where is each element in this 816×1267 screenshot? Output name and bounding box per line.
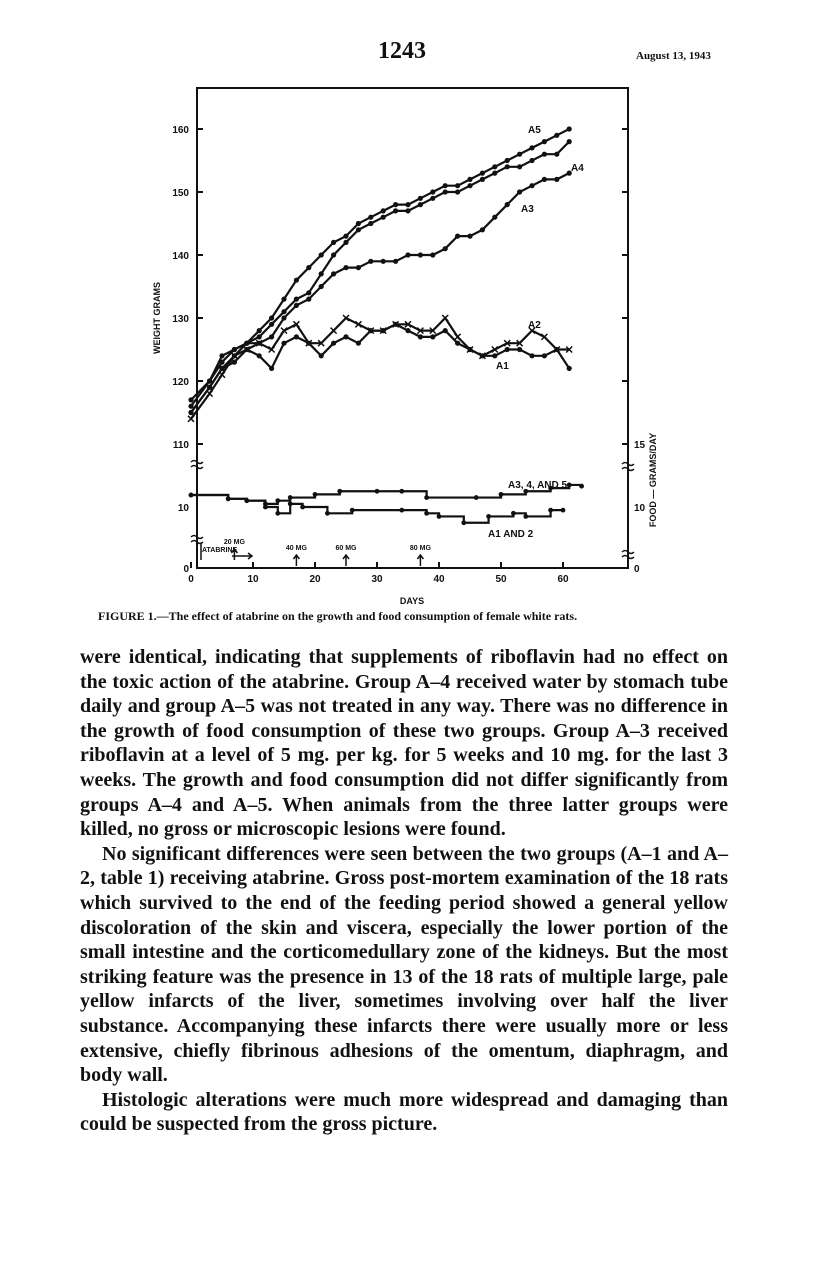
food-point bbox=[350, 508, 355, 513]
y-axis-title: WEIGHT GRAMS bbox=[152, 282, 162, 354]
dose-label: 60 MG bbox=[335, 545, 357, 552]
food-point bbox=[424, 495, 429, 500]
data-point bbox=[219, 353, 224, 358]
data-point bbox=[554, 133, 559, 138]
data-point bbox=[306, 341, 311, 346]
data-point bbox=[492, 164, 497, 169]
data-point bbox=[319, 271, 324, 276]
data-point bbox=[306, 290, 311, 295]
data-point bbox=[294, 297, 299, 302]
page-number: 1243 bbox=[378, 38, 426, 64]
series-label: A2 bbox=[528, 320, 541, 331]
series-label: A4 bbox=[571, 163, 584, 174]
data-point bbox=[418, 252, 423, 257]
data-point bbox=[505, 164, 510, 169]
food-tick-label: 15 bbox=[634, 440, 646, 451]
data-point bbox=[405, 328, 410, 333]
data-point bbox=[188, 416, 194, 422]
food-point bbox=[424, 511, 429, 516]
data-point bbox=[368, 221, 373, 226]
data-point bbox=[430, 189, 435, 194]
data-point bbox=[467, 234, 472, 239]
data-point bbox=[381, 259, 386, 264]
food-point bbox=[567, 483, 572, 488]
data-point bbox=[443, 246, 448, 251]
y-tick-label: 140 bbox=[172, 251, 189, 262]
data-point bbox=[319, 252, 324, 257]
data-point bbox=[542, 353, 547, 358]
data-point bbox=[188, 397, 193, 402]
paragraph: were identical, indicating that supplements of riboflavin had no effect on the toxic action of the atabrine. Group A–4 received water by stomach tube daily and group A–5 was not treated in any way. There was no difference in the growth of food consumption of these two groups. Group A–3 received riboflavin at a level of 5 mg. per kg. for 5 weeks and 10 mg. for the last 3 weeks. The growth and food consumption did not differ significantly from groups A–4 and A–5. When animals from the three latter groups were killed, no gross or microscopic lesions were found. bbox=[80, 646, 728, 841]
data-point bbox=[232, 360, 237, 365]
data-point bbox=[505, 347, 510, 352]
series-line-a5 bbox=[191, 129, 569, 400]
data-point bbox=[257, 353, 262, 358]
x-tick-label: 20 bbox=[309, 574, 321, 585]
food-point bbox=[375, 489, 380, 494]
data-point bbox=[455, 234, 460, 239]
food-point bbox=[263, 505, 268, 510]
y-tick-label: 120 bbox=[172, 377, 189, 388]
data-point bbox=[207, 385, 212, 390]
data-point bbox=[393, 208, 398, 213]
figure-caption: FIGURE 1.—The effect of atabrine on the growth and food consumption of female white rats. bbox=[98, 609, 578, 623]
series-label: A3 bbox=[521, 204, 534, 215]
data-point bbox=[257, 328, 262, 333]
data-point bbox=[356, 265, 361, 270]
data-point bbox=[331, 252, 336, 257]
data-point bbox=[418, 202, 423, 207]
data-point bbox=[529, 145, 534, 150]
data-point bbox=[455, 189, 460, 194]
food-point bbox=[275, 511, 280, 516]
data-point bbox=[567, 139, 572, 144]
data-point bbox=[319, 284, 324, 289]
x-tick-label: 30 bbox=[371, 574, 383, 585]
data-point bbox=[430, 334, 435, 339]
food-point bbox=[313, 492, 318, 497]
food-tick-label: 0 bbox=[634, 564, 640, 575]
data-point bbox=[294, 334, 299, 339]
data-point bbox=[467, 183, 472, 188]
dose-label: 80 MG bbox=[409, 545, 431, 552]
data-point bbox=[368, 215, 373, 220]
data-point bbox=[529, 158, 534, 163]
data-point bbox=[480, 177, 485, 182]
data-point bbox=[257, 334, 262, 339]
food-point bbox=[437, 514, 442, 519]
food-point bbox=[461, 520, 466, 525]
data-point bbox=[294, 303, 299, 308]
food-series-label: A3, 4, AND 5 bbox=[508, 480, 568, 491]
data-point bbox=[368, 328, 373, 333]
data-point bbox=[306, 265, 311, 270]
data-point bbox=[294, 278, 299, 283]
food-point bbox=[325, 511, 330, 516]
data-point bbox=[480, 353, 485, 358]
food-point bbox=[486, 514, 491, 519]
data-point bbox=[529, 353, 534, 358]
food-point bbox=[499, 492, 504, 497]
y-tick-label: 0 bbox=[183, 564, 189, 575]
x-axis-title: DAYS bbox=[399, 596, 425, 605]
data-point bbox=[343, 265, 348, 270]
data-point bbox=[517, 347, 522, 352]
y-tick-label: 110 bbox=[172, 440, 189, 451]
data-point bbox=[492, 215, 497, 220]
data-point bbox=[188, 410, 193, 415]
data-point bbox=[517, 164, 522, 169]
data-point bbox=[405, 208, 410, 213]
data-point bbox=[219, 366, 224, 371]
data-point bbox=[281, 315, 286, 320]
data-point bbox=[281, 309, 286, 314]
food-point bbox=[275, 498, 280, 503]
data-point bbox=[393, 322, 398, 327]
data-point bbox=[567, 366, 572, 371]
y-tick-label: 10 bbox=[177, 503, 189, 514]
data-point bbox=[467, 347, 472, 352]
x-tick-label: 40 bbox=[433, 574, 445, 585]
data-point bbox=[492, 353, 497, 358]
food-point bbox=[474, 495, 479, 500]
data-point bbox=[393, 259, 398, 264]
data-point bbox=[368, 259, 373, 264]
series-label: A1 bbox=[496, 361, 509, 372]
dose-arrow bbox=[343, 555, 349, 566]
data-point bbox=[405, 252, 410, 257]
data-point bbox=[505, 158, 510, 163]
data-point bbox=[455, 334, 461, 340]
data-point bbox=[331, 240, 336, 245]
data-point bbox=[443, 183, 448, 188]
x-tick-label: 50 bbox=[495, 574, 507, 585]
data-point bbox=[188, 404, 193, 409]
data-point bbox=[343, 234, 348, 239]
data-point bbox=[554, 347, 559, 352]
data-point bbox=[405, 202, 410, 207]
paragraph: Histologic alterations were much more widespread and damaging than could be suspected from the gross picture. bbox=[80, 1088, 728, 1136]
x-tick-label: 60 bbox=[557, 574, 569, 585]
data-point bbox=[343, 334, 348, 339]
y-axis-title-right: FOOD — GRAMS/DAY bbox=[648, 432, 658, 528]
series-line-a1 bbox=[191, 324, 569, 412]
food-point bbox=[548, 508, 553, 513]
data-point bbox=[542, 177, 547, 182]
food-point bbox=[189, 493, 194, 498]
dose-label: 20 MG bbox=[223, 539, 245, 546]
food-point bbox=[337, 489, 342, 494]
food-point bbox=[300, 505, 305, 510]
x-tick-label: 10 bbox=[247, 574, 259, 585]
food-point bbox=[579, 484, 584, 489]
data-point bbox=[232, 347, 237, 352]
data-point bbox=[554, 177, 559, 182]
data-point bbox=[505, 202, 510, 207]
food-point bbox=[226, 496, 231, 501]
data-point bbox=[244, 341, 249, 346]
data-point bbox=[319, 353, 324, 358]
data-point bbox=[381, 328, 386, 333]
food-point bbox=[399, 489, 404, 494]
data-point bbox=[418, 196, 423, 201]
data-point bbox=[542, 139, 547, 144]
data-point bbox=[356, 221, 361, 226]
food-point bbox=[523, 514, 528, 519]
data-point bbox=[269, 322, 274, 327]
page-date: August 13, 1943 bbox=[636, 50, 711, 62]
data-point bbox=[554, 152, 559, 157]
data-point bbox=[542, 152, 547, 157]
y-tick-label: 150 bbox=[172, 188, 189, 199]
data-point bbox=[430, 196, 435, 201]
data-point bbox=[517, 152, 522, 157]
x-tick-label: 0 bbox=[188, 574, 194, 585]
y-tick-label: 160 bbox=[172, 125, 189, 136]
data-point bbox=[443, 189, 448, 194]
figure-chart bbox=[0, 0, 816, 605]
data-point bbox=[455, 183, 460, 188]
data-point bbox=[343, 240, 348, 245]
body-text bbox=[80, 645, 728, 1137]
data-point bbox=[244, 347, 249, 352]
dose-label: 40 MG bbox=[285, 545, 307, 552]
data-point bbox=[418, 334, 423, 339]
food-point bbox=[288, 495, 293, 500]
data-point bbox=[331, 271, 336, 276]
data-point bbox=[467, 177, 472, 182]
food-point bbox=[399, 508, 404, 513]
food-point bbox=[288, 501, 293, 506]
food-point bbox=[511, 511, 516, 516]
data-point bbox=[306, 297, 311, 302]
data-point bbox=[393, 202, 398, 207]
series-line-a3 bbox=[191, 173, 569, 406]
data-point bbox=[281, 341, 286, 346]
series-line-a4 bbox=[191, 142, 569, 413]
data-point bbox=[480, 171, 485, 176]
dose-arrow bbox=[417, 555, 423, 566]
chart-series bbox=[188, 126, 584, 566]
data-point bbox=[281, 297, 286, 302]
y-tick-label: 130 bbox=[172, 314, 189, 325]
dose-arrow bbox=[293, 555, 299, 566]
data-point bbox=[356, 227, 361, 232]
data-point bbox=[443, 328, 448, 333]
food-tick-label: 10 bbox=[634, 503, 646, 514]
series-label: A5 bbox=[528, 125, 541, 136]
data-point bbox=[517, 189, 522, 194]
food-point bbox=[244, 498, 249, 503]
data-point bbox=[269, 366, 274, 371]
data-point bbox=[331, 328, 337, 334]
paragraph: No significant differences were seen between the two groups (A–1 and A–2, table 1) receiving atabrine. Gross post-mortem examination of the 18 rats which survived to the end of the feeding period showed a general yellow discoloration of the skin and viscera, especially the lower portion of the small intestine and the corticomedullary zone of the kidneys. But the most striking feature was the presence in 13 of the 18 rats of multiple large, pale yellow infarcts of the liver, sometimes involving over half the liver substance. Accompanying these infarcts there were usually more or less extensive, chiefly fibrinous adhesions of the omentum, diaphragm, and body wall. bbox=[80, 842, 728, 1087]
data-point bbox=[269, 334, 274, 339]
data-point bbox=[381, 215, 386, 220]
chart-axes bbox=[191, 88, 634, 568]
data-point bbox=[442, 315, 448, 321]
data-point bbox=[492, 171, 497, 176]
data-point bbox=[381, 208, 386, 213]
data-point bbox=[567, 126, 572, 131]
food-series-label: A1 AND 2 bbox=[488, 529, 534, 540]
data-point bbox=[356, 341, 361, 346]
data-point bbox=[455, 341, 460, 346]
data-point bbox=[331, 341, 336, 346]
data-point bbox=[480, 227, 485, 232]
data-point bbox=[529, 183, 534, 188]
data-point bbox=[430, 252, 435, 257]
food-point bbox=[561, 508, 566, 513]
atabrine-label: ATABRINE bbox=[202, 547, 238, 554]
data-point bbox=[269, 315, 274, 320]
